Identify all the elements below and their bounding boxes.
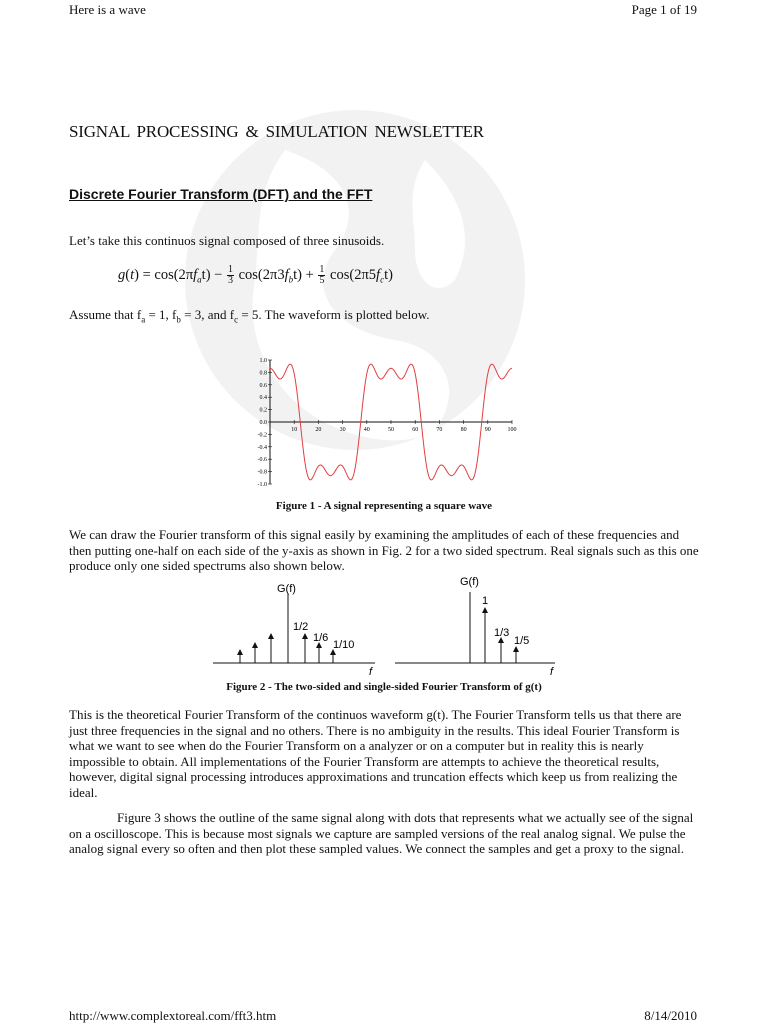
y-tick-label: 0.0 <box>259 420 267 426</box>
y-tick-label: -0.6 <box>257 457 267 464</box>
y-tick-label: -0.8 <box>257 469 267 476</box>
x-tick-label: 30 <box>339 427 346 433</box>
footer-url[interactable]: http://www.complextoreal.com/fft3.htm <box>69 1008 277 1023</box>
x-tick-label: 50 <box>388 427 394 433</box>
x-tick-label: 100 <box>507 427 517 433</box>
page-counter: Page 1 of 19 <box>631 2 697 17</box>
newsletter-title: SIGNAL PROCESSING & SIMULATION NEWSLETTER <box>69 122 484 141</box>
label-half: 1/2 <box>293 621 309 633</box>
header-left: Here is a wave <box>69 2 146 17</box>
paragraph-fourier-intro: We can draw the Fourier transform of this signal easily by examining the amplitudes of each of these frequencies and then putting one-half on each side of the y-axis as shown in Fig. 2 for a two sided spectrum. Real signals such as this one produce only one sided spectrums also shown below. <box>69 527 699 573</box>
y-tick-label: -1.0 <box>257 482 267 488</box>
y-tick-label: -0.2 <box>257 432 267 439</box>
y-tick-label: -0.4 <box>257 444 267 451</box>
signal-equation: $g(t) = \cos(2\pi f_at)$ − $\frac{1}{3}$ $\cos(2\pi 3f_bt)$ + $\frac{1}{5}$ $\cos(2\pi 5f_ct)$ <box>118 264 393 286</box>
y-tick-label: 0.8 <box>259 370 267 377</box>
x-tick-label: 40 <box>363 427 370 433</box>
label-sixth: 1/6 <box>313 632 329 644</box>
paragraph-theory: This is the theoretical Fourier Transform of the continuos waveform g(t). The Fourier Transform tells us that there are just three frequencies in the signal and no others. There is no ambiguity in the results. This ideal Fourier Transform is what we want to see when do the Fourier Transform on a analyzer or on a computer but in reality this is nearly impossible to obtain. All implementations of the Fourier Transform are attempts to achieve the theoretical results, however, digital signal processing introduces approximations and truncation effects which keep us from realizing the ideal. <box>69 707 682 800</box>
label-fifth: 1/5 <box>514 635 530 647</box>
one-sided-axis-label: G(f) <box>460 576 479 588</box>
x-tick-label: 70 <box>436 427 443 433</box>
paragraph-figure3: Figure 3 shows the outline of the same signal along with dots that represents what we actually see of the signal on a oscilloscope. This is because most signals we capture are sampled versions of the real analog signal. We pulse the analog signal every so often and then plot these sampled values. We connect the samples and get a proxy to the signal. <box>69 810 694 856</box>
y-tick-label: 0.6 <box>259 382 267 389</box>
x-tick-label: 90 <box>484 427 491 433</box>
square-wave-plot <box>250 356 520 488</box>
spectrum-figure <box>205 572 565 680</box>
y-tick-label: 0.2 <box>259 407 267 414</box>
two-sided-spectrum <box>213 583 375 678</box>
label-third: 1/3 <box>494 627 510 639</box>
footer-date: 8/14/2010 <box>644 1008 697 1023</box>
label-one: 1 <box>482 595 489 607</box>
figure2-caption: Figure 2 - The two-sided and single-sided Fourier Transform of g(t) <box>226 681 542 693</box>
y-tick-label: 1.0 <box>259 358 267 364</box>
x-tick-label: 80 <box>460 427 467 433</box>
one-sided-x-label: f <box>550 666 554 678</box>
intro-text: Let’s take this continuos signal composed of three sinusoids. <box>69 233 385 248</box>
assume-text: Assume that $f_a = 1$, $f_b = 3$, and $f_c = 5$. The waveform is plotted below. <box>69 307 430 325</box>
two-sided-axis-label: G(f) <box>277 583 296 595</box>
label-tenth: 1/10 <box>333 639 355 651</box>
x-tick-label: 10 <box>291 427 298 433</box>
y-tick-label: 0.4 <box>259 395 267 402</box>
x-tick-label: 20 <box>315 427 322 433</box>
one-sided-spectrum <box>395 576 555 678</box>
section-title: Discrete Fourier Transform (DFT) and the FFT <box>69 186 373 202</box>
figure1-caption: Figure 1 - A signal representing a square wave <box>275 500 493 512</box>
two-sided-x-label: f <box>369 666 373 678</box>
x-tick-label: 60 <box>412 427 419 433</box>
